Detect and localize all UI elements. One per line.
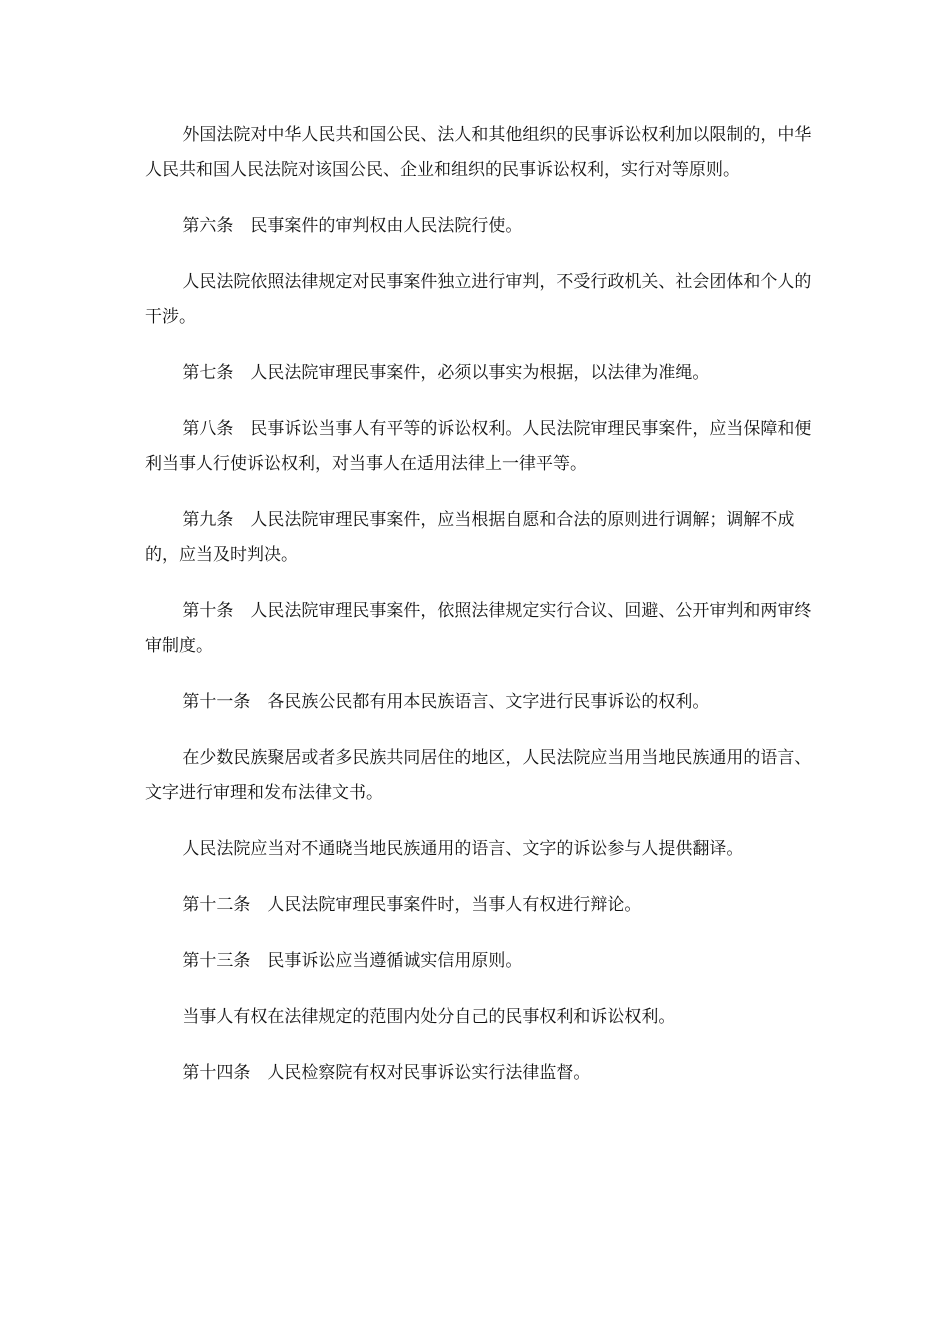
paragraph-article-13: 第十三条 民事诉讼应当遵循诚实信用原则。 — [182, 951, 523, 971]
document-page — [145, 118, 825, 1091]
paragraph-article-12: 第十二条 人民法院审理民事案件时，当事人有权进行辩论。 — [182, 895, 642, 915]
paragraph-article-6-independence: 人民法院依照法律规定对民事案件独立进行审判，不受行政机关、社会团体和个人的干涉。 — [145, 272, 812, 327]
paragraph-article-7: 第七条 人民法院审理民事案件，必须以事实为根据，以法律为准绳。 — [182, 363, 710, 383]
paragraph-article-9: 第九条 人民法院审理民事案件，应当根据自愿和合法的原则进行调解；调解不成的，应当及时判决。 — [145, 510, 795, 565]
paragraph-article-10: 第十条 人民法院审理民事案件，依照法律规定实行合议、回避、公开审判和两审终审制度。 — [145, 601, 812, 656]
paragraph-article-11-translation: 人民法院应当对不通晓当地民族通用的语言、文字的诉讼参与人提供翻译。 — [182, 839, 744, 859]
paragraph-article-6: 第六条 民事案件的审判权由人民法院行使。 — [182, 216, 523, 236]
paragraph-article-11: 第十一条 各民族公民都有用本民族语言、文字进行民事诉讼的权利。 — [182, 692, 710, 712]
paragraph-article-13-disposal: 当事人有权在法律规定的范围内处分自己的民事权利和诉讼权利。 — [182, 1007, 676, 1027]
paragraph-foreign-court-restriction: 外国法院对中华人民共和国公民、法人和其他组织的民事诉讼权利加以限制的，中华人民共和国人民法院对该国公民、企业和组织的民事诉讼权利，实行对等原则。 — [145, 125, 812, 180]
paragraph-article-11-minority-areas: 在少数民族聚居或者多民族共同居住的地区，人民法院应当用当地民族通用的语言、文字进行审理和发布法律文书。 — [145, 748, 812, 803]
paragraph-article-14: 第十四条 人民检察院有权对民事诉讼实行法律监督。 — [182, 1063, 591, 1083]
paragraph-article-8: 第八条 民事诉讼当事人有平等的诉讼权利。人民法院审理民事案件，应当保障和便利当事人行使诉讼权利，对当事人在适用法律上一律平等。 — [145, 419, 812, 474]
